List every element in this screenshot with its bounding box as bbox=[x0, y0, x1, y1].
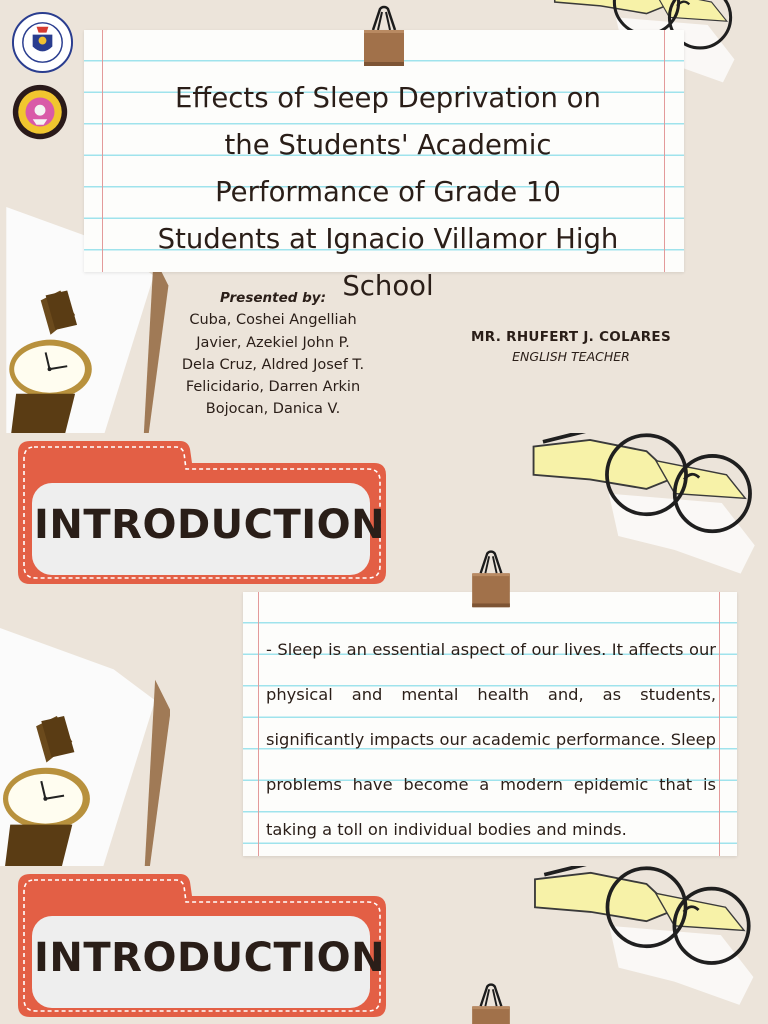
binder-clip-icon bbox=[468, 978, 514, 1024]
introduction-paragraph: - Sleep is an essential aspect of our lives. It affects our physical and mental health and, as students, significantly impacts our academic performance. Sleep problems have become a modern epidemic that is taking a toll on individual bodies and minds. bbox=[266, 640, 716, 839]
cover-slide bbox=[0, 0, 768, 433]
presenters-block bbox=[140, 287, 406, 421]
presenter-name: Javier, Azekiel John P. bbox=[196, 334, 350, 351]
section-heading: INTRODUCTION bbox=[34, 935, 386, 981]
binder-clip-icon bbox=[361, 0, 407, 70]
glasses-illustration bbox=[525, 866, 768, 1024]
introduction-slide bbox=[0, 433, 768, 866]
deped-seal-icon bbox=[11, 11, 74, 74]
teacher-block bbox=[452, 327, 690, 367]
watch-illustration bbox=[0, 628, 170, 866]
presenter-name: Felicidario, Darren Arkin bbox=[185, 379, 361, 396]
teacher-name: MR. RHUFERT J. COLARES bbox=[471, 329, 671, 345]
presentation-title: Effects of Sleep Deprivation on the Students' Academic Performance of Grade 10 Students at Ignacio Villamor High School bbox=[157, 82, 619, 302]
section-heading: INTRODUCTION bbox=[34, 502, 386, 548]
introduction-slide-repeat bbox=[0, 866, 768, 1024]
glasses-illustration bbox=[525, 433, 768, 593]
teacher-role: ENGLISH TEACHER bbox=[512, 349, 630, 364]
school-seal-icon bbox=[11, 83, 69, 141]
binder-clip-icon bbox=[468, 545, 514, 611]
presenter-name: Bojocan, Danica V. bbox=[205, 401, 341, 418]
presenter-name: Cuba, Coshei Angelliah bbox=[189, 312, 357, 329]
presenter-name: Dela Cruz, Aldred Josef T. bbox=[181, 356, 365, 373]
presented-by-label: Presented by: bbox=[220, 290, 326, 306]
